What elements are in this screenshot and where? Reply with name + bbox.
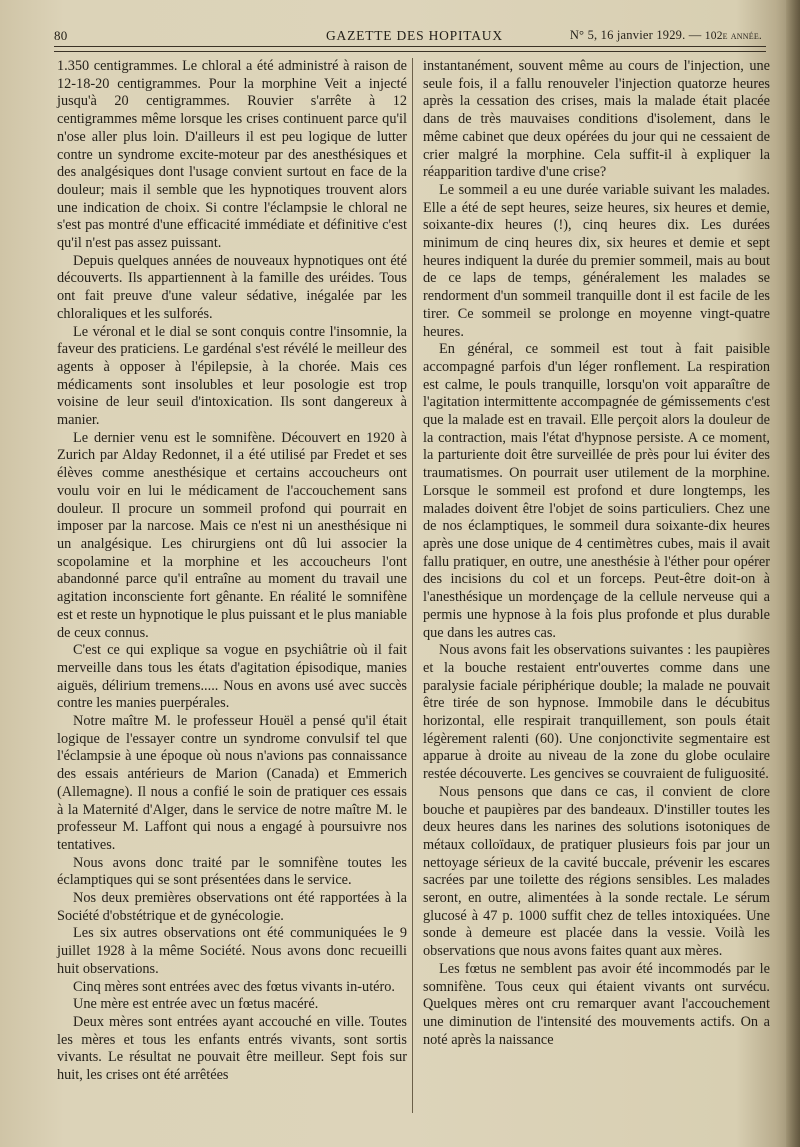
header-rule bbox=[54, 46, 766, 52]
paragraph: 1.350 centigrammes. Le chloral a été administré à raison de 12-18-20 centigrammes. Pour la morphine Veit a injecté jusqu'à 20 centigrammes. Rouvier s'arrête à 12 centigrammes même lorsque les crises continuent parce qu'il n'ose aller plus loin. D'ailleurs il est peu logique de lutter contre un syndrome excite-moteur par des anesthésiques et des analgésiques dont l'usage convient surtout en face de la douleur; mais il semble que les hypnotiques trouvent alors une indication de choix. Si contre l'éclampsie le chloral ne s'est pas montré d'une efficacité immédiate et définitive c'est qu'il n'est pas assez puissant. bbox=[57, 58, 407, 252]
paragraph: Nos deux premières observations ont été rapportées à la Société d'obstétrique et de gynécologie. bbox=[57, 890, 407, 924]
paragraph: Cinq mères sont entrées avec des fœtus vivants in-utéro. bbox=[73, 978, 395, 995]
journal-title: GAZETTE DES HOPITAUX bbox=[326, 28, 503, 43]
right-column bbox=[423, 58, 770, 1049]
paragraph: instantanément, souvent même au cours de l'injection, une seule fois, il a fallu renouveler l'injection quatorze heures après la cessation des crises, mais la malade était placée dans de très mauvaises conditions d'isolement, dans le même cabinet que deux opérées du jour qui ne cessaient de crier malgré la morphine. Cela suffit-il à expliquer la réapparition tardive d'une crise? bbox=[423, 58, 770, 181]
paragraph: Une mère est entrée avec un fœtus macéré. bbox=[73, 996, 319, 1013]
paragraph: Deux mères sont entrées ayant accouché en ville. Toutes les mères et tous les enfants entrés vivants, sont sortis vivants. Le résultat ne pouvait être meilleur. Sept fois sur huit, les crises ont été arrêtées bbox=[57, 1013, 407, 1084]
paragraph: En général, ce sommeil est tout à fait paisible accompagné parfois d'un léger ronflement. La respiration est calme, le pouls tranquille, lorsqu'on voit apparaître de l'agitation intermittente accompagnée de gémissements c'est que la malade est en travail. Elle perçoit alors la douleur de la contraction, mais l'état d'hypnose persiste. A ce moment, la parturiente doit être surveillée de près pour lui éviter des traumatismes. On pourrait user utilement de la morphine. Lorsque le sommeil est profond et dure longtemps, les malades doivent être l'objet de soins particuliers. Chez une de nos éclamptiques, le sommeil dura soixante-dix heures après une dose unique de 4 centimètres cubes, mais il avait fallu pratiquer, en outre, une anesthésie à l'éther pour opérer des incisions du col et un forceps. Peut-être doit-on à l'anesthésique un mordençage de la cellule nerveuse qui a permis une hypnose à la fois plus profonde et plus durable que dans les autres cas. bbox=[423, 341, 770, 641]
paragraph: Le dernier venu est le somnifène. Découvert en 1920 à Zurich par Alday Redonnet, il a été utilisé par Fredet et ses élèves comme anesthésique et certains accoucheurs ont voulu voir en lui le médicament de l'accouchement sans douleur. Il procure un sommeil profond qui pourrait en imposer par la narcose. Mais ce n'est ni un anesthésique ni un analgésique. Les chirurgiens ont dû lui associer la scopolamine et la morphine et les accoucheurs l'ont abandonné parce qu'il entraîne au moment du travail une agitation inconsciente fort gênante. En réalité le somnifène est et reste un hypnotique le plus puissant et le plus maniable de ceux connus. bbox=[57, 429, 407, 641]
paragraph: Le véronal et le dial se sont conquis contre l'insomnie, la faveur des praticiens. Le gardénal s'est révélé le meilleur des agents à opposer à l'épilepsie, à la chorée. Mais ces médicaments sont insolubles et leur posologie est trop voisine de leur seuil d'intoxication. Ils sont dangereux à manier. bbox=[57, 323, 407, 429]
paragraph: Les fœtus ne semblent pas avoir été incommodés par le somnifène. Tous ceux qui étaient vivants ont survécu. Quelques mères ont cru remarquer avant l'accouchement une diminution de l'intensité des mouvements actifs. On a noté après la naissance bbox=[423, 960, 770, 1048]
paragraph: Nous pensons que dans ce cas, il convient de clore bouche et paupières par des bandeaux. D'instiller toutes les deux heures dans les narines des solutions isotoniques de métaux colloïdaux, de pratiquer plusieurs fois par jour un nettoyage sérieux de la cavité buccale, prévenir les escares sacrées par une toilette des régions sensibles. Les malades seront, en outre, alimentées à la sonde rectale. Le sérum glucosé à 47 p. 1000 suffit chez de telles intoxiquées. Une sonde à demeure est placée dans la vessie. Voilà les observations que nous avons faites quant aux mères. bbox=[423, 783, 770, 960]
page-header bbox=[54, 22, 770, 46]
paragraph: Les six autres observations ont été communiquées le 9 juillet 1928 à la même Société. Nous avons donc recueilli huit observations. bbox=[57, 925, 407, 977]
issue-number-date: N° 5, 16 janvier 1929. — bbox=[569, 28, 702, 42]
page-number: 80 bbox=[54, 28, 68, 43]
paragraph: Notre maître M. le professeur Houël a pensé qu'il était logique de l'essayer contre un syndrome convulsif tel que l'éclampsie à une époque où nous n'avions pas connaissance des essais antérieurs de Marion (Canada) et Emmerich (Allemagne). Il nous a confié le soin de pratiquer ces essais à la Maternité d'Alger, dans le service de notre maître M. le professeur M. Laffont qui nous a engagé à poursuivre nos tentatives. bbox=[57, 713, 407, 853]
left-column bbox=[57, 58, 407, 1085]
paragraph: Le sommeil a eu une durée variable suivant les malades. Elle a été de sept heures, seize heures, six heures et demie, soixante-dix heures (!), cinq heures dix. Les durées minimum de cinq heures dix, six heures et demie et sept heures indiquent la durée du premier sommeil, mais au bout de ce laps de temps, généralement les malades se rendorment d'un sommeil tranquille dont il est facile de les tirer. Ce sommeil se prolonge en moyenne vingt-quatre heures. bbox=[423, 181, 770, 340]
column-divider bbox=[412, 58, 413, 1113]
paragraph: Depuis quelques années de nouveaux hypnotiques ont été découverts. Ils appartiennent à la famille des uréides. Tous ont fait preuve d'une valeur sédative, inégalée par les chloraliques et les sulforés. bbox=[57, 252, 407, 322]
page-edge-shadow bbox=[786, 0, 800, 1147]
paragraph: Nous avons donc traité par le somnifène toutes les éclamptiques qui se sont présentées dans le service. bbox=[57, 854, 407, 889]
paragraph: C'est ce qui explique sa vogue en psychiâtrie où il fait merveille dans tous les états d'agitation épisodique, manies aiguës, délirium tremens..... Nous en avons usé avec succès contre les manies puerpérales. bbox=[57, 642, 407, 712]
issue-info bbox=[570, 28, 762, 43]
paragraph: Nous avons fait les observations suivantes : les paupières et la bouche restaient entr'ouvertes comme dans une paralysie faciale périphérique double; la malade ne pouvait être tirée de son hypnose. Immobile dans le décubitus horizontal, elle respirait tranquillement, son pouls était légèrement ralenti (60). Une conjonctivite segmentaire est apparue à droite au niveau de la zone du globe oculaire restée découverte. Les gencives se couvraient de fuliguosité. bbox=[423, 642, 770, 783]
issue-year: 102e année. bbox=[704, 30, 762, 42]
